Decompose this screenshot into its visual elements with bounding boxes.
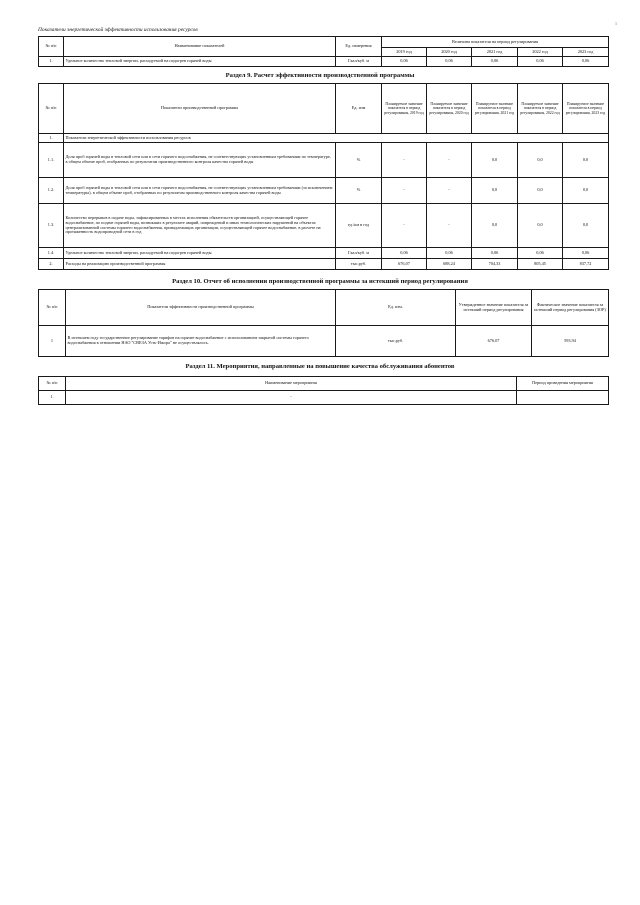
row-value: 0,0 [472,143,518,178]
section-10-title: Раздел 10. Отчет об исполнении производственной программы за истекший период регулирования [172,278,468,285]
row-value: 0,06 [472,57,518,67]
header-year: 2023 год [563,48,609,57]
row-value: - [382,204,427,248]
row-value: - [382,143,427,178]
row-name: Удельное количество тепловой энергии, расходуемой на подогрев горячей воды [64,57,336,67]
header-num: № п/п [39,37,64,57]
row-num: 1. [39,57,64,67]
section-9-title: Раздел 9. Расчет эффективности производственной программы [225,72,415,79]
row-unit: Гкал/куб. м [336,248,382,259]
table-row [39,248,609,259]
row-value: 0,06 [382,248,427,259]
header-year: Планируемое значение показателя в период регулирования, 2021 год [472,84,518,134]
header-name: Наименование мероприятия [66,377,517,391]
header-num: № п/п [39,290,66,326]
header-name: Наименование показателей [64,37,336,57]
execution-report-table [38,289,609,357]
row-value: 0,0 [518,178,563,204]
header-unit: Ед. изм. [336,290,456,326]
table-row [39,178,609,204]
row-unit: тыс.руб. [336,326,456,357]
row-value: 0,0 [518,204,563,248]
row-value: - [427,178,472,204]
row-value: 0,0 [563,178,609,204]
row-unit: % [336,178,382,204]
header-year: 2022 год [518,48,563,57]
table-row [39,204,609,248]
header-approved: Утвержденное значение показателя за истекший период регулирования [456,290,532,326]
row-num: 1.2. [39,178,64,204]
row-unit: % [336,143,382,178]
row-value: 0,06 [427,57,472,67]
row-value: 0,06 [563,248,609,259]
row-value: - [382,178,427,204]
row-num: 1.3. [39,204,64,248]
row-value: 0,06 [563,57,609,67]
header-num: № п/п [39,84,64,134]
row-name: Доля проб горячей воды в тепловой сети или в сети горячего водоснабжения, не соответствующих установленным требованиям по температуре, в общем объеме проб, отобранных по результатам производственного контроля качества горячей воды [64,143,336,178]
row-value: 805,45 [518,259,563,270]
row-num: 1 [39,326,66,357]
row-value: 837,72 [563,259,609,270]
row-value: 0,0 [518,143,563,178]
header-name: Показатели производственной программы [64,84,336,134]
row-name: В истекшем году государственное регулирование тарифов на горячее водоснабжение с использованием закрытой системы горячего водоснабжения в отношении НАО "СВЕЗА Усть-Ижора" не осуществлялось. [66,326,336,357]
row-value: 0,06 [518,57,563,67]
header-year: Планируемое значение показателя в период регулирования, 2019 год [382,84,427,134]
header-year: Планируемое значение показателя в период регулирования, 2023 год [563,84,609,134]
table-row [39,143,609,178]
row-name: Показатели энергетической эффективности использования ресурсов [64,134,609,143]
row-unit: Гкал/куб. м [336,57,382,67]
energy-indicators-table [38,36,609,67]
row-value: 0,06 [382,57,427,67]
row-num: 1. [39,391,66,405]
header-num: № п/п [39,377,66,391]
row-value: 0,0 [563,143,609,178]
row-unit: ед./км в год [336,204,382,248]
header-unit: Ед. изм [336,84,382,134]
row-value: 0,06 [427,248,472,259]
header-year: 2021 год [472,48,518,57]
row-name: Доля проб горячей воды в тепловой сети или в сети горячего водоснабжения, не соответствующих установленным требованиям (за исключением температуры), в общем объеме проб, отобранных по результатам производственного контроля качества горячей воды [64,178,336,204]
header-name: Показатели эффективности производственной программы [66,290,336,326]
row-value: 0,0 [563,204,609,248]
header-year: Планируемое значение показателя в период регулирования, 2020 год [427,84,472,134]
efficiency-table [38,83,609,270]
header-year: 2020 год [427,48,472,57]
row-actual: 593,94 [532,326,609,357]
row-num: 1. [39,134,64,143]
row-value: 0,06 [472,248,518,259]
header-year: 2019 год [382,48,427,57]
energy-indicators-title: Показатели энергетической эффективности использования ресурсов [38,27,198,33]
row-value: 0,06 [518,248,563,259]
section-11-title: Раздел 11. Мероприятия, направленные на повышение качества обслуживания абонентов [185,363,455,370]
row-num: 2. [39,259,64,270]
row-name: Количество перерывов в подаче воды, зафиксированных в местах исполнения обязательств организацией, осуществляющей горячее водоснабжение, по подаче горячей воды, возникших в результате аварий, повреждений и иных технологических нарушений на объектах централизованной системы горячего водоснабжения, принадлежащих организации, осуществляющей горячее водоснабжение, в расчете на протяженность водопроводной сети в год [64,204,336,248]
section-row [39,134,609,143]
row-name: Удельное количество тепловой энергии, расходуемой на подогрев горячей воды [64,248,336,259]
table-row [39,259,609,270]
header-actual: Фактическое значение показателя за истекший период регулирования (ЗОР) [532,290,609,326]
row-value: 0,0 [472,178,518,204]
row-num: 1.1. [39,143,64,178]
row-value: 0,0 [472,204,518,248]
row-value: 704,33 [472,259,518,270]
header-period: Период проведения мероприятия [517,377,609,391]
row-unit: тыс.руб. [336,259,382,270]
row-value: - [427,204,472,248]
row-name: - [66,391,517,405]
row-value: 676,07 [382,259,427,270]
row-name: Расходы на реализацию производственной программы [64,259,336,270]
header-unit: Ед. измерения [336,37,382,57]
row-value: 688,24 [427,259,472,270]
service-quality-table [38,376,609,405]
table-row [39,391,609,405]
table-row [39,57,609,67]
header-year: Планируемое значение показателя в период регулирования, 2022 год [518,84,563,134]
row-approved: 676,07 [456,326,532,357]
header-period-group: Величина показателя на период регулирования [382,37,609,48]
row-value: - [427,143,472,178]
row-num: 1.4. [39,248,64,259]
page-mark: 1 [615,21,617,26]
row-period [517,391,609,405]
table-row [39,326,609,357]
